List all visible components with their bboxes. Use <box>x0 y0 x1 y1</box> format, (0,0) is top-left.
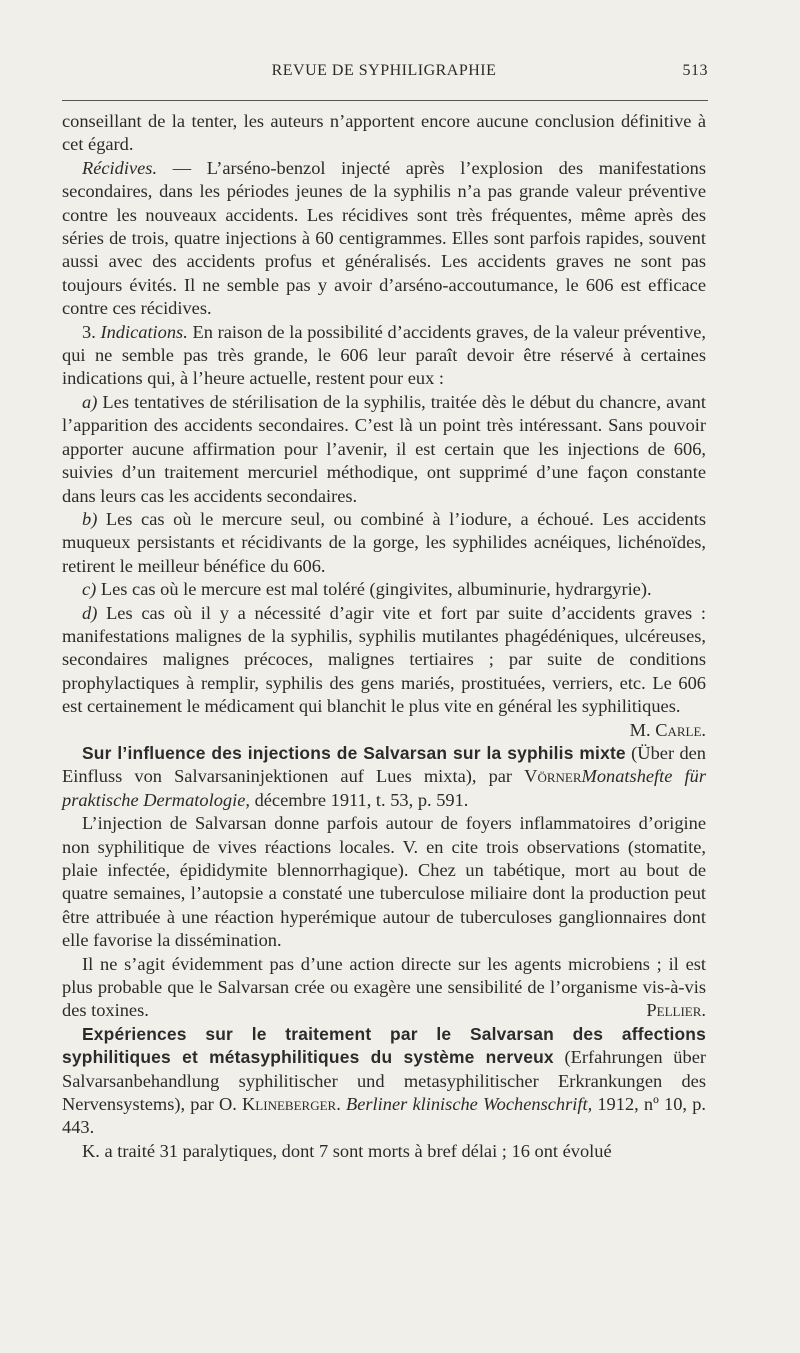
article-reference: (Über den Einfluss von Salvarsaninjektionen auf Lues mixta), par <box>62 742 706 787</box>
item-b-text: Les cas où le mercure seul, ou combiné à l’iodure, a échoué. Les accidents muqueux persistants et récidivants de la gorge, les syphilides acnéiques, lichénoïdes, retirent le meilleur bénéfice du 606. <box>62 508 706 576</box>
running-header <box>60 62 708 86</box>
article-citation: décembre 1911, t. 53, p. 591. <box>249 789 469 810</box>
section-number: 3. <box>82 321 101 342</box>
journal-name: Monatshefte für praktische Dermatologie, <box>62 766 706 810</box>
author-signature: Pellier. <box>646 1000 706 1021</box>
article-paragraph: L’injection de Salvarsan donne parfois autour de foyers inflammatoires d’origine non syphilitique de vives réactions locales. V. en cite trois observations (stomatite, plaie infectée, épididymite blennorrhagique). Chez un tabétique, mort au bout de quatre semaines, l’autopsie a constaté une tuberculose miliaire dont la production peut être attribuée à une réaction hyperémique autour de tuberculoses ganglionnaires dont elle favorise la dissémination. <box>62 813 706 951</box>
article-heading <box>62 742 706 812</box>
item-a <box>62 391 706 508</box>
paragraph-continued: conseillant de la tenter, les auteurs n’apportent encore aucune conclusion définitive à cet égard. <box>62 111 706 155</box>
item-d <box>62 602 706 742</box>
article-heading <box>62 1023 706 1140</box>
header-rule <box>62 100 708 101</box>
item-a-label: a) <box>82 391 98 412</box>
page-number: 513 <box>682 62 708 79</box>
article-author: Vörner <box>524 766 582 787</box>
article-paragraph-text: Il ne s’agit évidemment pas d’une action directe sur les agents microbiens ; il est plus probable que le Salvarsan crée ou exagère une sensibilité de l’organisme vis-à-vis des toxines. <box>62 953 706 1021</box>
article-paragraph: K. a traité 31 paralytiques, dont 7 sont morts à bref délai ; 16 ont évolué <box>82 1140 612 1161</box>
article-reference: (Erfahrungen über Salvarsanbehandlung syphilitischer und metasyphilitischer Erkrankungen des Nervensystems), par O. <box>62 1047 706 1115</box>
item-b-label: b) <box>82 508 98 529</box>
paragraph-recidives-text: — L’arséno-benzol injecté après l’explosion des manifestations secondaires, dans les périodes jeunes de la syphilis n’a pas grande valeur préventive contre les nouveaux accidents. Les récidives sont très fréquentes, même après des séries de trois, quatre injections à 60 centigrammes. Elles sont parfois rapides, souvent aussi avec des accidents profus et généralisés. Les accidents graves ne sont pas toujours évités. Il ne semble pas y avoir d’arséno-accoutumance, le 606 est efficace contre ces récidives. <box>62 157 706 319</box>
item-b <box>62 508 706 578</box>
item-d-text: Les cas où il y a nécessité d’agir vite et fort par suite d’accidents graves : manifestations malignes de la syphilis, syphilis mutilantes phagédéniques, ulcéreuses, secondaires malignes précoces, malignes tertiaires ; par suite de conditions prophylactiques à remplir, syphilis des gens mariés, prostituées, verriers, etc. Le 606 est certainement le médicament qui blanchit le plus vite en général les syphilitiques. <box>62 602 706 717</box>
item-c-label: c) <box>82 579 97 600</box>
article-paragraph <box>62 953 706 1023</box>
article-citation: 1912, nº 10, p. 443. <box>62 1094 706 1138</box>
item-c <box>62 578 706 601</box>
section-label-indications: Indications. <box>100 321 188 342</box>
item-d-label: d) <box>82 602 98 623</box>
article-title: Expériences sur le traitement par le Salvarsan des affections syphilitiques et métasyphilitiques du système nerveux <box>62 1023 706 1068</box>
author-signature: M. Carle. <box>629 719 706 740</box>
paragraph-recidives <box>62 157 706 321</box>
paragraph-indications-text: En raison de la possibilité d’accidents graves, de la valeur préventive, qui ne semble pas très grande, le 606 leur paraît devoir être réservé à certaines indications qui, à l’heure actuelle, restent pour eux : <box>62 321 706 389</box>
item-c-text: Les cas où le mercure est mal toléré (gingivites, albuminurie, hydrargyrie). <box>96 579 652 600</box>
journal-name: Berliner klinische Wochenschrift, <box>346 1094 593 1115</box>
item-a-text: Les tentatives de stérilisation de la syphilis, traitée dès le début du chancre, avant l’apparition des accidents secondaires. C’est là un point très intéressant. Sans pouvoir apporter aucune affirmation pour l’avenir, il est certain que les injections de 606, suivies d’un traitement mercuriel méthodique, ont supprimé d’une façon constante dans leurs cas les accidents secondaires. <box>62 391 706 506</box>
article-title: Sur l’influence des injections de Salvarsan sur la syphilis mixte <box>82 742 626 763</box>
article-author: Klineberger. <box>242 1094 341 1115</box>
section-label-recidives: Récidives. <box>82 157 158 178</box>
journal-title: REVUE DE SYPHILIGRAPHIE <box>271 62 497 79</box>
body-text <box>62 110 706 1163</box>
paragraph-indications <box>62 321 706 391</box>
